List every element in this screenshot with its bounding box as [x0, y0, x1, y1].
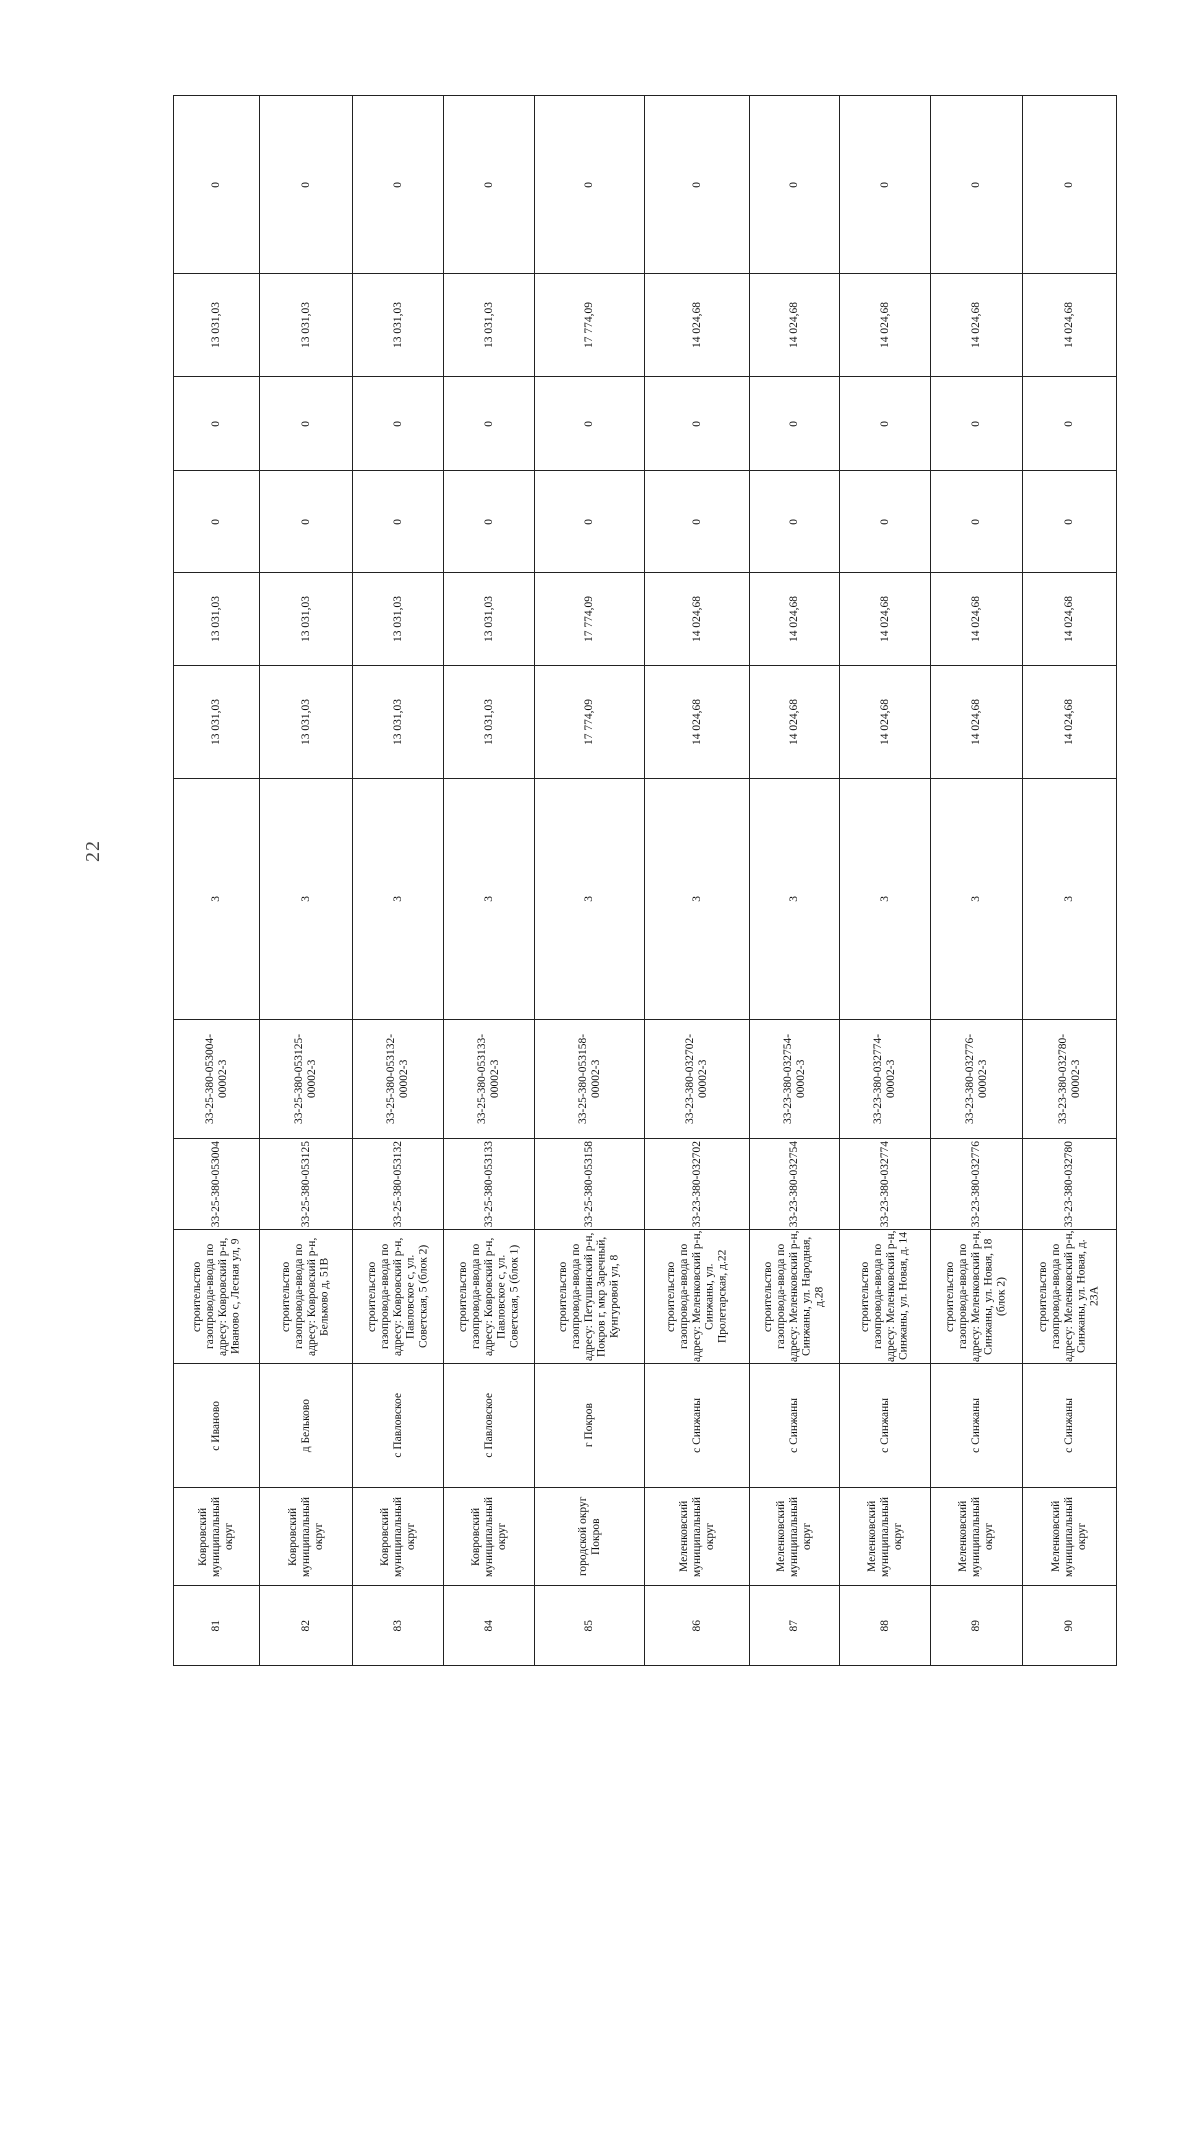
cell-text: 33-23-380-032754 [788, 1140, 801, 1228]
cell-text: с Павловское [482, 1393, 495, 1458]
cell-code [1023, 1139, 1117, 1230]
cell-col7 [1023, 779, 1117, 1020]
cell-col13 [840, 96, 931, 274]
cell-text: 14 024,68 [970, 596, 983, 642]
cell-col12 [750, 274, 840, 377]
cell-text: 0 [878, 518, 891, 525]
cell-text: строительство газопровода-ввода по адресу: Ковровский р-н, Бельково д, 51В [280, 1237, 331, 1356]
cell-text: Меленковский муниципальный округ [865, 1496, 904, 1577]
cell-text: 3 [788, 896, 801, 902]
cell-text: 0 [788, 181, 801, 188]
field-band-col10 [174, 471, 1117, 573]
cell-col9 [174, 573, 260, 666]
cell-text: 14 024,68 [788, 596, 801, 642]
cell-text: 33-25-380-053132 [391, 1140, 404, 1228]
cell-col11 [444, 377, 535, 471]
cell-col8 [645, 666, 750, 779]
cell-col9 [931, 573, 1023, 666]
cell-locality [260, 1364, 353, 1488]
cell-text: с Синжаны [788, 1398, 801, 1453]
cell-col12 [260, 274, 353, 377]
cell-col8 [840, 666, 931, 779]
cell-district [353, 1488, 444, 1586]
cell-description [260, 1230, 353, 1364]
cell-col8 [1023, 666, 1117, 779]
cell-col7 [260, 779, 353, 1020]
cell-locality [750, 1364, 840, 1488]
cell-col7 [750, 779, 840, 1020]
cell-text: 0 [482, 518, 495, 525]
cell-full_code [444, 1020, 535, 1139]
cell-text: 14 024,68 [878, 699, 891, 745]
field-band-description [174, 1230, 1117, 1364]
cell-col12 [1023, 274, 1117, 377]
cell-text: 3 [391, 896, 404, 902]
cell-code [750, 1139, 840, 1230]
cell-text: 13 031,03 [299, 596, 312, 642]
cell-col9 [1023, 573, 1117, 666]
cell-col12 [535, 274, 645, 377]
cell-text: 33-25-380-053132-00002-3 [385, 1033, 410, 1125]
data-table [173, 95, 1117, 1666]
cell-locality [1023, 1364, 1117, 1488]
cell-col7 [535, 779, 645, 1020]
cell-text: с Синжаны [878, 1398, 891, 1453]
cell-col8 [535, 666, 645, 779]
cell-no [645, 1586, 750, 1666]
cell-text: строительство газопровода-ввода по адресу: Меленковский р-н, Синжаны, ул. Новая, д. 14 [859, 1230, 910, 1363]
cell-code [174, 1139, 260, 1230]
cell-text: 3 [970, 896, 983, 902]
cell-text: 13 031,03 [210, 596, 223, 642]
cell-text: строительство газопровода-ввода по адресу: Меленковский р-н, Синжаны, ул. Новая, 18 (блок 2) [944, 1230, 1008, 1363]
cell-no [931, 1586, 1023, 1666]
cell-text: 14 024,68 [970, 699, 983, 745]
cell-col10 [535, 471, 645, 573]
cell-text: 14 024,68 [970, 302, 983, 348]
cell-text: с Иваново [210, 1400, 223, 1451]
cell-no [174, 1586, 260, 1666]
cell-text: 0 [788, 518, 801, 525]
cell-text: 3 [482, 896, 495, 902]
cell-text: 86 [690, 1619, 703, 1632]
cell-text: 14 024,68 [1063, 596, 1076, 642]
cell-text: 0 [391, 518, 404, 525]
cell-col10 [444, 471, 535, 573]
cell-text: 33-25-380-053133 [482, 1140, 495, 1228]
cell-text: 33-23-380-032702 [690, 1140, 703, 1228]
field-band-full_code [174, 1020, 1117, 1139]
field-band-col12 [174, 274, 1117, 377]
cell-description [931, 1230, 1023, 1364]
cell-col9 [645, 573, 750, 666]
cell-code [645, 1139, 750, 1230]
cell-text: 13 031,03 [482, 302, 495, 348]
cell-col12 [444, 274, 535, 377]
cell-text: 0 [878, 420, 891, 427]
cell-description [353, 1230, 444, 1364]
cell-full_code [260, 1020, 353, 1139]
cell-text: 17 774,09 [583, 699, 596, 745]
cell-text: 33-23-380-032776 [970, 1140, 983, 1228]
cell-full_code [750, 1020, 840, 1139]
cell-col10 [174, 471, 260, 573]
cell-description [535, 1230, 645, 1364]
cell-col13 [931, 96, 1023, 274]
cell-text: 14 024,68 [788, 302, 801, 348]
cell-col9 [535, 573, 645, 666]
cell-text: с Синжаны [690, 1398, 703, 1453]
cell-text: 0 [391, 181, 404, 188]
cell-text: строительство газопровода-ввода по адресу: Петушинский р-н, Покров г, мкр Заречный, Кунгуровой ул, 8 [557, 1232, 621, 1361]
cell-description [444, 1230, 535, 1364]
cell-code [260, 1139, 353, 1230]
cell-text: 87 [788, 1619, 801, 1632]
cell-text: 14 024,68 [878, 596, 891, 642]
cell-text: 14 024,68 [690, 302, 703, 348]
cell-text: Ковровский муниципальный округ [469, 1496, 508, 1577]
cell-code [444, 1139, 535, 1230]
cell-text: строительство газопровода-ввода по адресу: Меленковский р-н, Синжаны, ул. Народная, д.28 [762, 1230, 826, 1363]
cell-no [444, 1586, 535, 1666]
cell-code [535, 1139, 645, 1230]
field-band-district [174, 1488, 1117, 1586]
cell-text: д Бельково [299, 1398, 312, 1453]
cell-district [645, 1488, 750, 1586]
cell-col7 [174, 779, 260, 1020]
cell-full_code [1023, 1020, 1117, 1139]
cell-col11 [750, 377, 840, 471]
cell-text: 0 [299, 420, 312, 427]
cell-text: 3 [1063, 896, 1076, 902]
cell-text: 0 [690, 181, 703, 188]
cell-text: Ковровский муниципальный округ [197, 1496, 235, 1577]
cell-col12 [353, 274, 444, 377]
cell-text: 3 [878, 896, 891, 902]
cell-locality [174, 1364, 260, 1488]
cell-text: 17 774,09 [583, 596, 596, 642]
cell-text: 0 [788, 420, 801, 427]
cell-text: 0 [970, 181, 983, 188]
cell-text: 13 031,03 [482, 596, 495, 642]
cell-no [1023, 1586, 1117, 1666]
cell-district [444, 1488, 535, 1586]
cell-col12 [174, 274, 260, 377]
cell-text: 33-23-380-032780 [1063, 1140, 1076, 1228]
cell-text: 33-23-380-032774-00002-3 [872, 1033, 897, 1125]
cell-text: 88 [878, 1619, 891, 1632]
cell-col7 [353, 779, 444, 1020]
cell-text: 3 [583, 896, 596, 902]
cell-text: 33-25-380-053158 [583, 1140, 596, 1228]
cell-text: 0 [299, 518, 312, 525]
cell-col13 [353, 96, 444, 274]
cell-full_code [353, 1020, 444, 1139]
cell-description [1023, 1230, 1117, 1364]
field-band-code [174, 1139, 1117, 1230]
cell-text: Ковровский муниципальный округ [378, 1496, 417, 1577]
cell-text: 0 [482, 181, 495, 188]
cell-col9 [444, 573, 535, 666]
cell-text: строительство газопровода-ввода по адресу: Меленковский р-н, Синжаны, ул. Новая, д. 23А [1037, 1230, 1101, 1363]
cell-district [931, 1488, 1023, 1586]
cell-district [535, 1488, 645, 1586]
cell-text: 0 [690, 420, 703, 427]
cell-text: 3 [690, 896, 703, 902]
cell-col13 [174, 96, 260, 274]
cell-text: 13 031,03 [210, 302, 223, 348]
cell-locality [645, 1364, 750, 1488]
cell-description [174, 1230, 260, 1364]
field-band-locality [174, 1364, 1117, 1488]
cell-text: 0 [970, 518, 983, 525]
cell-no [840, 1586, 931, 1666]
field-band-col9 [174, 573, 1117, 666]
cell-description [645, 1230, 750, 1364]
cell-text: 14 024,68 [690, 596, 703, 642]
cell-col9 [840, 573, 931, 666]
cell-text: 0 [210, 518, 223, 525]
cell-code [353, 1139, 444, 1230]
cell-col8 [931, 666, 1023, 779]
cell-text: 13 031,03 [391, 302, 404, 348]
cell-col11 [535, 377, 645, 471]
cell-full_code [174, 1020, 260, 1139]
cell-locality [353, 1364, 444, 1488]
cell-col8 [353, 666, 444, 779]
cell-col11 [353, 377, 444, 471]
cell-col10 [750, 471, 840, 573]
cell-locality [444, 1364, 535, 1488]
cell-text: 0 [1063, 518, 1076, 525]
cell-text: 33-25-380-053004-00002-3 [203, 1033, 229, 1125]
cell-col11 [840, 377, 931, 471]
cell-col8 [444, 666, 535, 779]
field-band-col8 [174, 666, 1117, 779]
cell-col9 [260, 573, 353, 666]
cell-col13 [750, 96, 840, 274]
cell-description [750, 1230, 840, 1364]
cell-col8 [260, 666, 353, 779]
cell-text: 13 031,03 [391, 699, 404, 745]
cell-text: 13 031,03 [299, 699, 312, 745]
cell-col7 [645, 779, 750, 1020]
cell-col10 [353, 471, 444, 573]
field-band-col13 [174, 96, 1117, 274]
cell-text: 82 [299, 1619, 312, 1632]
cell-text: 33-25-380-053133-00002-3 [476, 1033, 501, 1125]
cell-text: 0 [391, 420, 404, 427]
cell-text: Ковровский муниципальный округ [286, 1496, 325, 1577]
cell-text: 33-23-380-032774 [878, 1140, 891, 1228]
cell-text: 14 024,68 [690, 699, 703, 745]
cell-col13 [260, 96, 353, 274]
cell-code [840, 1139, 931, 1230]
field-band-col7 [174, 779, 1117, 1020]
cell-text: 0 [210, 181, 223, 188]
cell-text: 33-23-380-032776-00002-3 [963, 1033, 989, 1125]
cell-full_code [931, 1020, 1023, 1139]
cell-text: городской округ Покров [576, 1496, 602, 1577]
cell-text: Меленковский муниципальный округ [677, 1496, 716, 1577]
cell-text: 14 024,68 [788, 699, 801, 745]
cell-district [1023, 1488, 1117, 1586]
page-number: 22 [82, 840, 104, 862]
cell-col13 [535, 96, 645, 274]
cell-text: Меленковский муниципальный округ [775, 1496, 813, 1577]
cell-text: 3 [299, 896, 312, 902]
cell-text: 0 [583, 420, 596, 427]
cell-text: 0 [482, 420, 495, 427]
cell-full_code [645, 1020, 750, 1139]
cell-col12 [645, 274, 750, 377]
cell-text: 33-23-380-032702-00002-3 [684, 1033, 709, 1125]
cell-text: 33-25-380-053158-00002-3 [576, 1033, 602, 1125]
field-band-col11 [174, 377, 1117, 471]
cell-text: 84 [482, 1619, 495, 1632]
cell-col10 [931, 471, 1023, 573]
cell-col13 [444, 96, 535, 274]
cell-text: 3 [210, 896, 223, 902]
cell-text: 33-25-380-053125 [299, 1140, 312, 1228]
cell-col7 [444, 779, 535, 1020]
cell-no [535, 1586, 645, 1666]
cell-no [353, 1586, 444, 1666]
cell-locality [840, 1364, 931, 1488]
cell-text: 0 [970, 420, 983, 427]
cell-text: 0 [1063, 420, 1076, 427]
cell-text: 81 [210, 1619, 223, 1632]
cell-locality [535, 1364, 645, 1488]
cell-col9 [353, 573, 444, 666]
cell-col11 [645, 377, 750, 471]
cell-col8 [750, 666, 840, 779]
cell-text: 33-25-380-053004 [210, 1140, 223, 1228]
cell-text: строительство газопровода-ввода по адресу: Ковровский р-н, Павловское с, ул. Советская, 5 (блок 2) [365, 1237, 430, 1356]
cell-text: 0 [210, 420, 223, 427]
cell-text: 14 024,68 [1063, 302, 1076, 348]
cell-col10 [840, 471, 931, 573]
cell-col10 [260, 471, 353, 573]
cell-col11 [931, 377, 1023, 471]
cell-col8 [174, 666, 260, 779]
cell-full_code [535, 1020, 645, 1139]
cell-text: с Павловское [391, 1393, 404, 1458]
cell-col13 [1023, 96, 1117, 274]
cell-description [840, 1230, 931, 1364]
cell-text: 14 024,68 [878, 302, 891, 348]
cell-text: 33-23-380-032780-00002-3 [1056, 1033, 1082, 1125]
cell-col7 [931, 779, 1023, 1020]
cell-text: 13 031,03 [210, 699, 223, 745]
cell-text: 83 [391, 1619, 404, 1632]
cell-district [750, 1488, 840, 1586]
cell-text: с Синжаны [1063, 1398, 1076, 1453]
cell-text: 0 [1063, 181, 1076, 188]
cell-col10 [1023, 471, 1117, 573]
cell-text: 0 [690, 518, 703, 525]
cell-text: 14 024,68 [1063, 699, 1076, 745]
cell-text: 33-25-380-053125-00002-3 [293, 1033, 318, 1125]
cell-text: строительство газопровода-ввода по адресу: Меленковский р-н, Синжаны, ул. Пролетарская, д.22 [664, 1230, 729, 1363]
cell-text: строительство газопровода-ввода по адресу: Ковровский р-н, Павловское с, ул. Советская, 5 (блок 1) [456, 1237, 521, 1356]
cell-no [750, 1586, 840, 1666]
cell-col13 [645, 96, 750, 274]
cell-district [260, 1488, 353, 1586]
cell-text: 90 [1063, 1619, 1076, 1632]
cell-text: Меленковский муниципальный округ [957, 1496, 995, 1577]
cell-code [931, 1139, 1023, 1230]
cell-col7 [840, 779, 931, 1020]
cell-no [260, 1586, 353, 1666]
cell-full_code [840, 1020, 931, 1139]
cell-text: строительство газопровода-ввода по адресу: Ковровский р-н, Иваново с, Лесная ул, 9 [190, 1237, 242, 1356]
cell-district [174, 1488, 260, 1586]
cell-text: 33-23-380-032754-00002-3 [781, 1033, 807, 1125]
cell-text: 89 [970, 1619, 983, 1632]
cell-text: Меленковский муниципальный округ [1050, 1496, 1088, 1577]
cell-col11 [1023, 377, 1117, 471]
cell-text: 0 [299, 181, 312, 188]
cell-text: 13 031,03 [299, 302, 312, 348]
cell-col9 [750, 573, 840, 666]
cell-text: 13 031,03 [391, 596, 404, 642]
cell-text: с Синжаны [970, 1398, 983, 1453]
cell-col12 [931, 274, 1023, 377]
cell-text: 13 031,03 [482, 699, 495, 745]
cell-district [840, 1488, 931, 1586]
cell-text: 17 774,09 [583, 302, 596, 348]
cell-text: 0 [583, 181, 596, 188]
field-band-no [174, 1586, 1117, 1666]
cell-text: 0 [583, 518, 596, 525]
cell-text: 0 [878, 181, 891, 188]
cell-col11 [260, 377, 353, 471]
cell-text: 85 [583, 1619, 596, 1632]
cell-col12 [840, 274, 931, 377]
cell-text: г Покров [583, 1403, 596, 1448]
cell-col11 [174, 377, 260, 471]
cell-col10 [645, 471, 750, 573]
cell-locality [931, 1364, 1023, 1488]
